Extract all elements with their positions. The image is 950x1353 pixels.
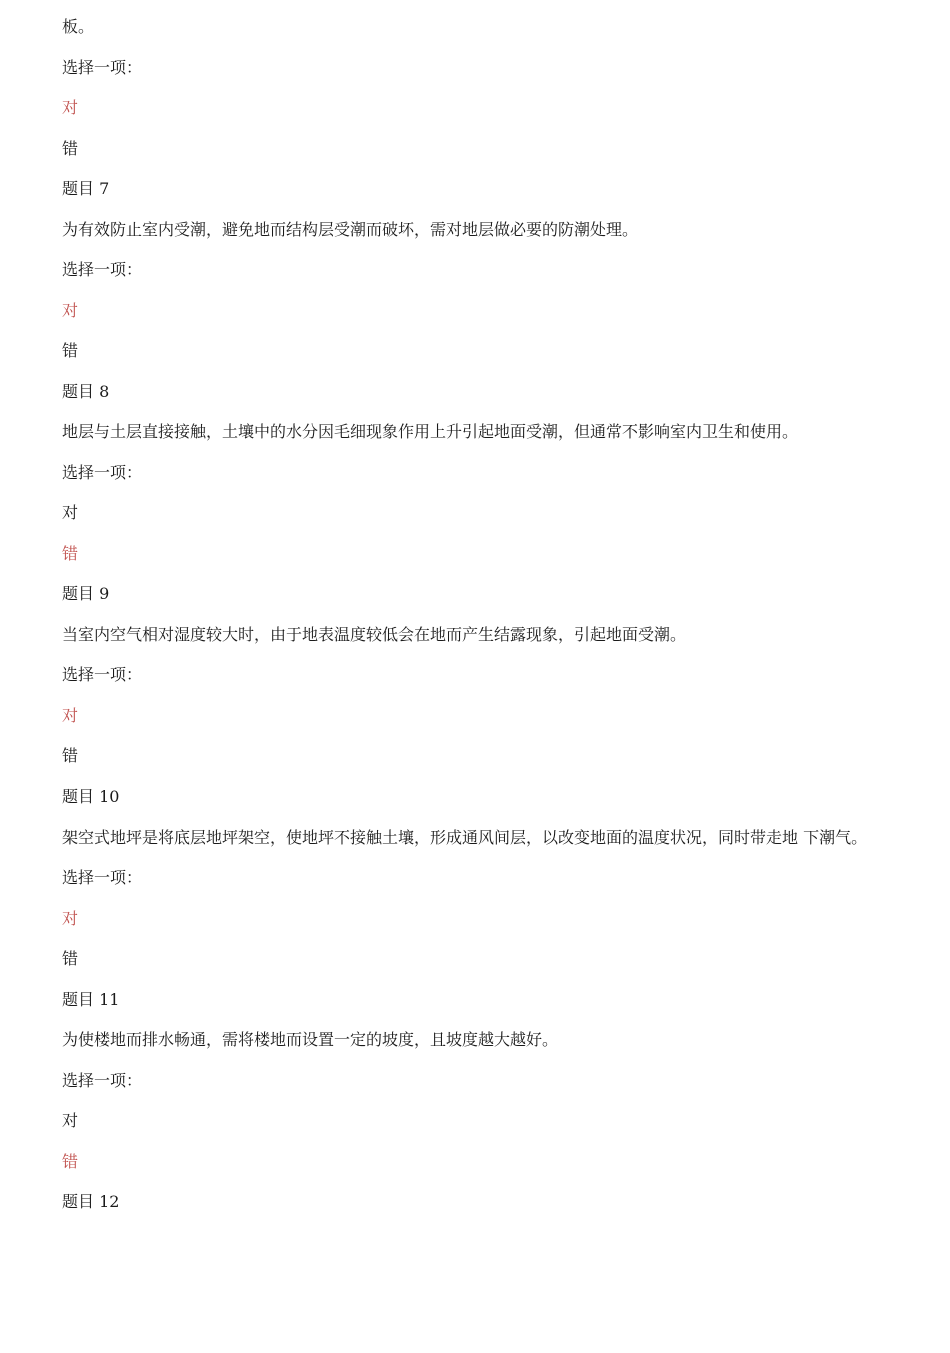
question-title: 题目 12 [62,1192,120,1211]
question-title: 题目 8 [62,381,110,401]
choose-one-prompt: 选择一项： [62,57,143,77]
choose-one-prompt: 选择一项： [62,260,143,279]
choose-one-prompt: 选择一项： [62,462,143,482]
question-stem: 为使楼地而排水畅通，需将楼地而设置一定的坡度，且坡度越大越好。 [62,1030,559,1049]
question-stem: 板。 [62,17,95,36]
question-stem: 当室内空气相对湿度较大时，由于地表温度较低会在地而产生结露现象，引起地面受潮。 [62,624,687,644]
option-false[interactable]: 错 [62,1151,79,1171]
option-true[interactable]: 对 [62,98,79,117]
option-false[interactable]: 错 [62,949,79,968]
question-title: 题目 7 [62,179,110,198]
question-stem: 地层与土层直接接触，土壤中的水分因毛细现象作用上升引起地面受潮，但通常不影响室内卫生和使用。 [62,422,799,441]
option-true[interactable]: 对 [62,300,79,320]
question-stem: 为有效防止室内受潮，避免地而结构层受潮而破坏，需对地层做必要的防潮处理。 [62,219,639,239]
option-false[interactable]: 错 [62,341,79,360]
option-true[interactable]: 对 [62,908,79,928]
question-title: 题目 10 [62,786,120,806]
document-page [62,17,882,1233]
choose-one-prompt: 选择一项： [62,868,143,887]
option-false[interactable]: 错 [62,138,79,158]
option-true[interactable]: 对 [62,705,79,725]
option-false[interactable]: 错 [62,746,79,765]
option-false[interactable]: 错 [62,543,79,563]
question-stem: 架空式地坪是将底层地坪架空，使地坪不接触土壤，形成通风间层，以改变地面的温度状况，同时带走地 下潮气。 [62,828,868,847]
option-true[interactable]: 对 [62,1111,79,1130]
question-title: 题目 11 [62,989,120,1009]
question-title: 题目 9 [62,584,110,603]
option-true[interactable]: 对 [62,503,79,522]
choose-one-prompt: 选择一项： [62,1070,143,1090]
choose-one-prompt: 选择一项： [62,665,143,684]
